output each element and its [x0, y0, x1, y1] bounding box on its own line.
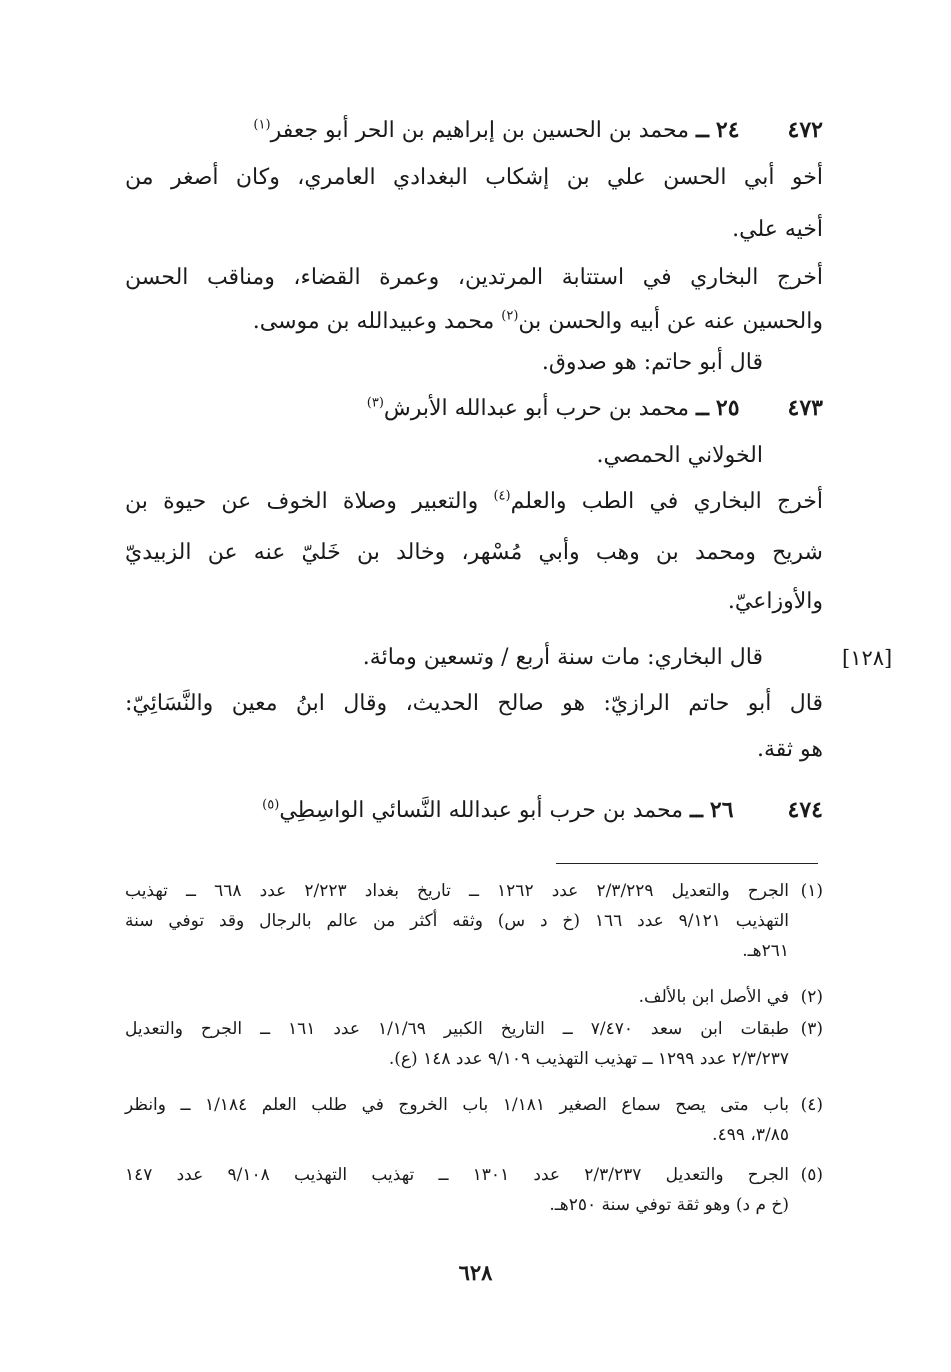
entry-sequence-number: ٢٦	[709, 797, 734, 823]
entry-473-heading	[367, 388, 823, 428]
bukhari-text-a: أخرج البخاري في الطب والعلم	[510, 489, 823, 514]
footnote-1-line-2: التهذيب ٩/١٢١ عدد ١٦٦ (خ د س) وثقه أكثر من عالم بالرجال وقد توفي سنة	[125, 911, 789, 931]
entry-sequence-number: ٢٤	[715, 117, 740, 143]
footnote-3-line-1: طبقات ابن سعد ٧/٤٧٠ ــ التاريخ الكبير ١/١/٦٩ عدد ١٦١ ــ الجرح والتعديل	[125, 1019, 790, 1039]
entry-dash: ــ	[696, 117, 709, 143]
footnote-3-line-2: ٢/٣/٢٣٧ عدد ١٢٩٩ ــ تهذيب التهذيب ٩/١٠٩ عدد ١٤٨ (ع).	[388, 1049, 789, 1069]
entry-ref-number: ٤٧٣	[787, 395, 823, 421]
footnote-4-line-2: ٣/٨٥، ٤٩٩.	[712, 1125, 789, 1145]
narrator-name: محمد بن حرب أبو عبدالله النَّسائي الواسِطِي	[279, 798, 684, 823]
narrator-name: محمد بن الحسين بن إبراهيم بن الحر أبو جعفر	[270, 118, 690, 143]
footnote-separator	[556, 863, 818, 864]
entry-472-bukhari-line-1: أخرج البخاري في استتابة المرتدين، وعمرة القضاء، ومناقب الحسن	[125, 265, 823, 290]
entry-472-bio-line-1: أخو أبي الحسن علي بن إشكاب البغدادي العامري، وكان أصغر من	[125, 165, 823, 190]
bukhari-text-b: محمد وعبيدالله بن موسى.	[252, 309, 502, 334]
footnote-mark: (١)	[253, 117, 271, 133]
entry-472-bukhari-line-2	[253, 302, 823, 342]
footnote-3-mark: (٣)	[800, 1019, 823, 1039]
footnote-2-mark: (٢)	[800, 987, 823, 1007]
entry-472-heading	[253, 110, 823, 150]
entry-dash: ــ	[696, 395, 709, 421]
bukhari-text-b: والتعبير وصلاة الخوف عن حيوة بن	[125, 489, 494, 514]
bukhari-text-a: والحسين عنه عن أبيه والحسن بن	[518, 309, 823, 334]
footnote-mark: (٥)	[262, 797, 280, 813]
footnote-4-mark: (٤)	[800, 1095, 823, 1115]
footnote-5-mark: (٥)	[800, 1165, 823, 1185]
entry-473-bukhari-line-3: والأوزاعيّ.	[727, 589, 823, 614]
footnote-1-mark: (١)	[800, 881, 823, 901]
page-number: ٦٢٨	[458, 1260, 493, 1285]
footnote-1-line-1: الجرح والتعديل ٢/٣/٢٢٩ عدد ١٢٦٢ ــ تاريخ بغداد ٢/٢٢٣ عدد ٦٦٨ ــ تهذيب	[125, 881, 789, 901]
footnote-4-line-1: باب متى يصح سماع الصغير ١/١٨١ باب الخروج في طلب العلم ١/١٨٤ ــ وانظر	[125, 1095, 789, 1115]
footnote-5-line-2: (خ م د) وهو ثقة توفي سنة ٢٥٠هـ.	[549, 1195, 789, 1215]
margin-page-reference: [١٢٨]	[842, 646, 893, 670]
entry-472-bio-line-2: أخيه علي.	[732, 217, 823, 242]
entry-dash: ــ	[690, 797, 703, 823]
entry-ref-number: ٤٧٤	[787, 797, 823, 823]
entry-473-nisba: الخولاني الحمصي.	[596, 443, 763, 468]
footnote-2-line-1: في الأصل ابن بالألف.	[638, 987, 789, 1007]
footnote-mark: (٢)	[501, 308, 519, 324]
footnote-mark: (٤)	[493, 488, 511, 504]
entry-474-heading	[262, 790, 823, 830]
footnote-1-line-3: ٢٦١هـ.	[742, 941, 789, 961]
entry-sequence-number: ٢٥	[715, 395, 740, 421]
footnote-5-line-1: الجرح والتعديل ٢/٣/٢٣٧ عدد ١٣٠١ ــ تهذيب التهذيب ٩/١٠٨ عدد ١٤٧	[125, 1165, 789, 1185]
footnote-mark: (٣)	[366, 395, 384, 411]
narrator-name: محمد بن حرب أبو عبدالله الأبرش	[383, 396, 690, 421]
entry-473-bukhari-line-1	[125, 482, 823, 522]
entry-473-grading-line-1: قال أبو حاتم الرازيّ: هو صالح الحديث، وقال ابنُ معين والنَّسَائِيّ:	[125, 691, 823, 716]
entry-473-bukhari-line-2: شريح ومحمد بن وهب وأبي مُسْهر، وخالد بن خَليّ عنه عن الزبيديّ	[125, 540, 823, 565]
entry-473-grading-line-2: هو ثقة.	[757, 737, 823, 762]
entry-ref-number: ٤٧٢	[787, 117, 823, 143]
entry-473-death-note: قال البخاري: مات سنة أربع / وتسعين ومائة.	[362, 645, 763, 670]
entry-472-abu-hatim: قال أبو حاتم: هو صدوق.	[541, 350, 763, 375]
